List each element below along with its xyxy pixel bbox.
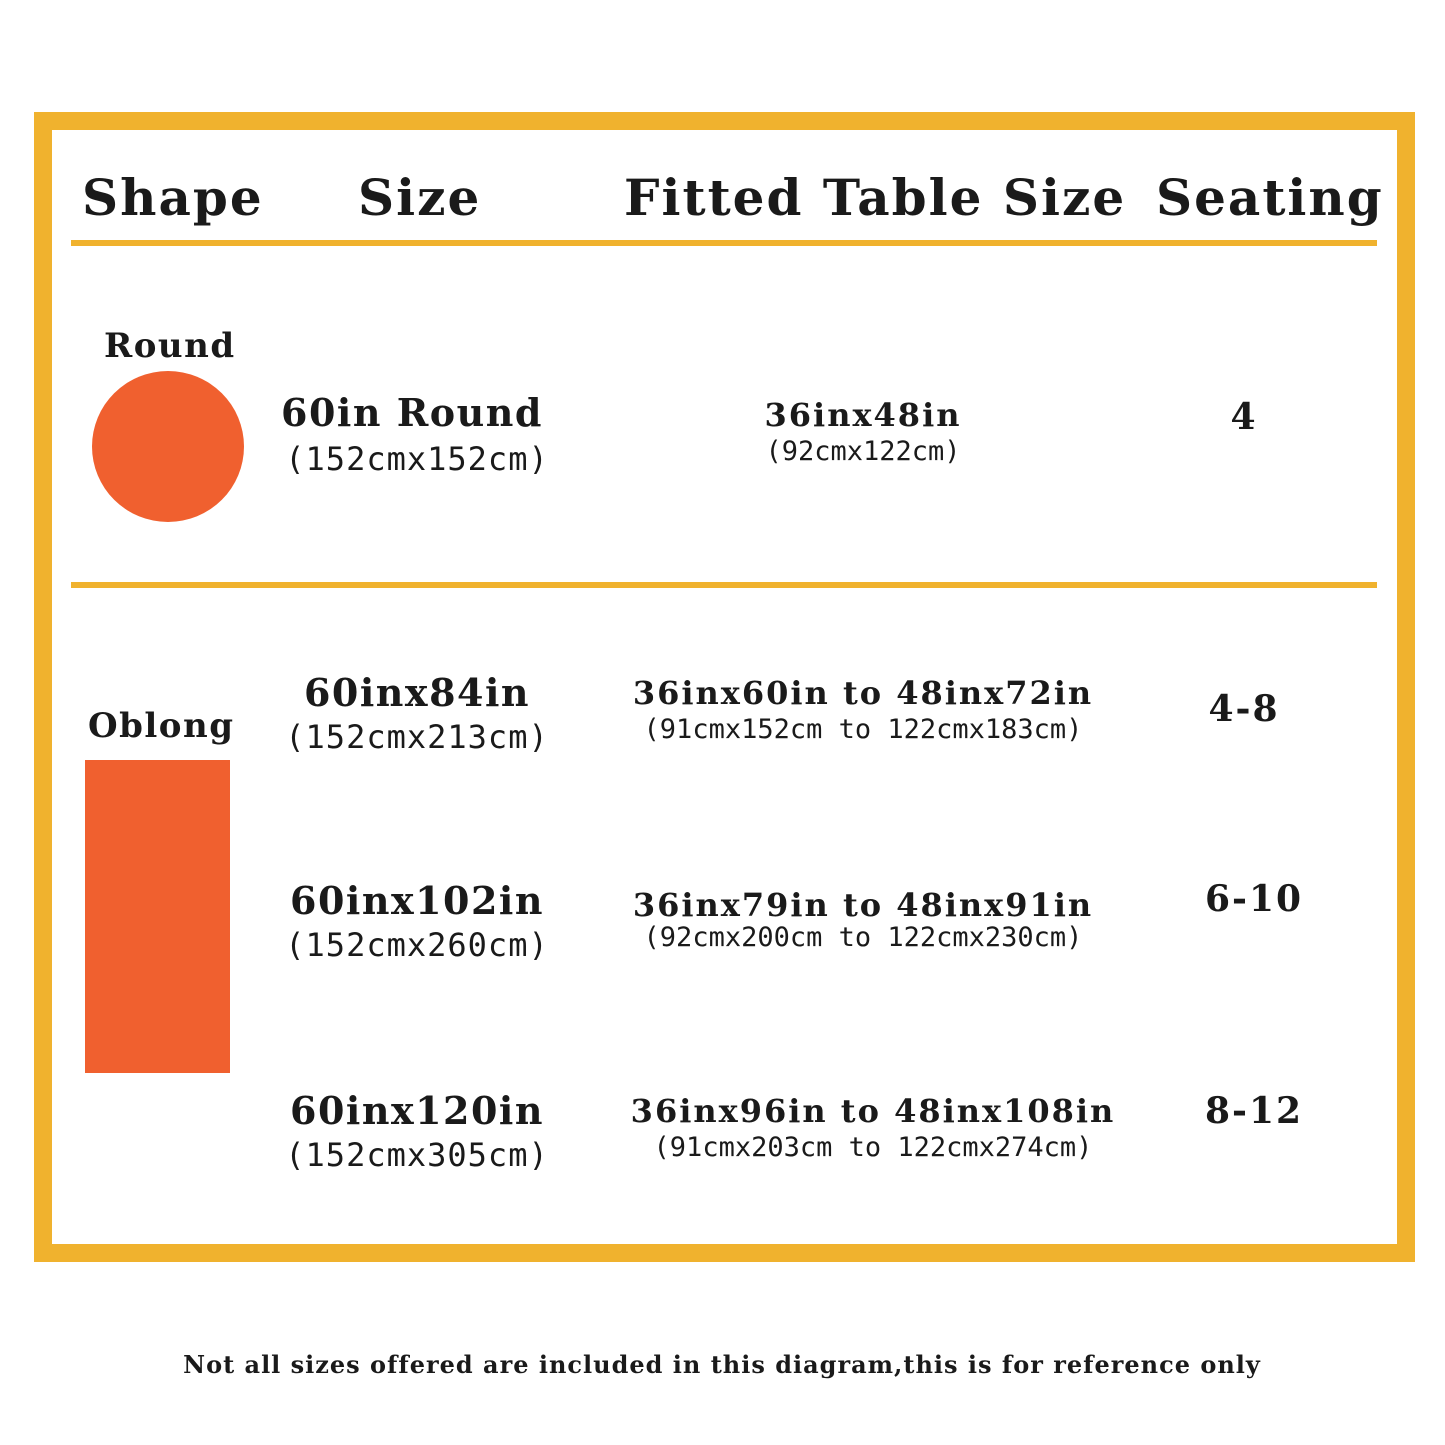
header-shape: Shape: [82, 168, 264, 227]
oblong-row-3-fitted-in: 36inx96in to 48inx108in: [630, 1092, 1116, 1130]
oblong-row-1-size-cm: (152cmx213cm): [285, 718, 549, 756]
oblong-row-3-seating: 8-12: [1204, 1090, 1304, 1132]
section-divider: [71, 582, 1377, 588]
round-shape-icon: [92, 371, 244, 522]
oblong-row-2-fitted-cm: (92cmx200cm to 122cmx230cm): [643, 922, 1083, 953]
oblong-shape-icon: [85, 760, 230, 1073]
round-label: Round: [104, 326, 236, 366]
round-size-cm: (152cmx152cm): [285, 440, 549, 478]
oblong-row-2-seating: 6-10: [1204, 878, 1304, 920]
oblong-row-1-fitted-in: 36inx60in to 48inx72in: [632, 674, 1094, 712]
oblong-row-3-size-in: 60inx120in: [290, 1088, 544, 1133]
header-fitted-table-size: Fitted Table Size: [624, 168, 1127, 227]
round-fitted-cm: (92cmx122cm): [765, 436, 961, 467]
footnote: Not all sizes offered are included in this diagram,this is for reference only: [183, 1350, 1261, 1379]
header-size: Size: [358, 168, 482, 227]
oblong-row-1-size-in: 60inx84in: [303, 670, 531, 715]
oblong-row-1-seating: 4-8: [1208, 688, 1280, 730]
round-seating: 4: [1230, 396, 1258, 438]
oblong-row-2-size-cm: (152cmx260cm): [285, 926, 549, 964]
oblong-row-2-size-in: 60inx102in: [290, 878, 544, 923]
oblong-label: Oblong: [88, 706, 235, 746]
oblong-row-2-fitted-in: 36inx79in to 48inx91in: [632, 886, 1094, 924]
oblong-row-3-size-cm: (152cmx305cm): [285, 1136, 549, 1174]
header-seating: Seating: [1156, 168, 1384, 227]
oblong-row-1-fitted-cm: (91cmx152cm to 122cmx183cm): [643, 714, 1083, 745]
round-fitted-in: 36inx48in: [764, 396, 962, 434]
round-size-in: 60in Round: [281, 390, 543, 435]
oblong-row-3-fitted-cm: (91cmx203cm to 122cmx274cm): [653, 1132, 1093, 1163]
header-divider: [71, 240, 1377, 246]
